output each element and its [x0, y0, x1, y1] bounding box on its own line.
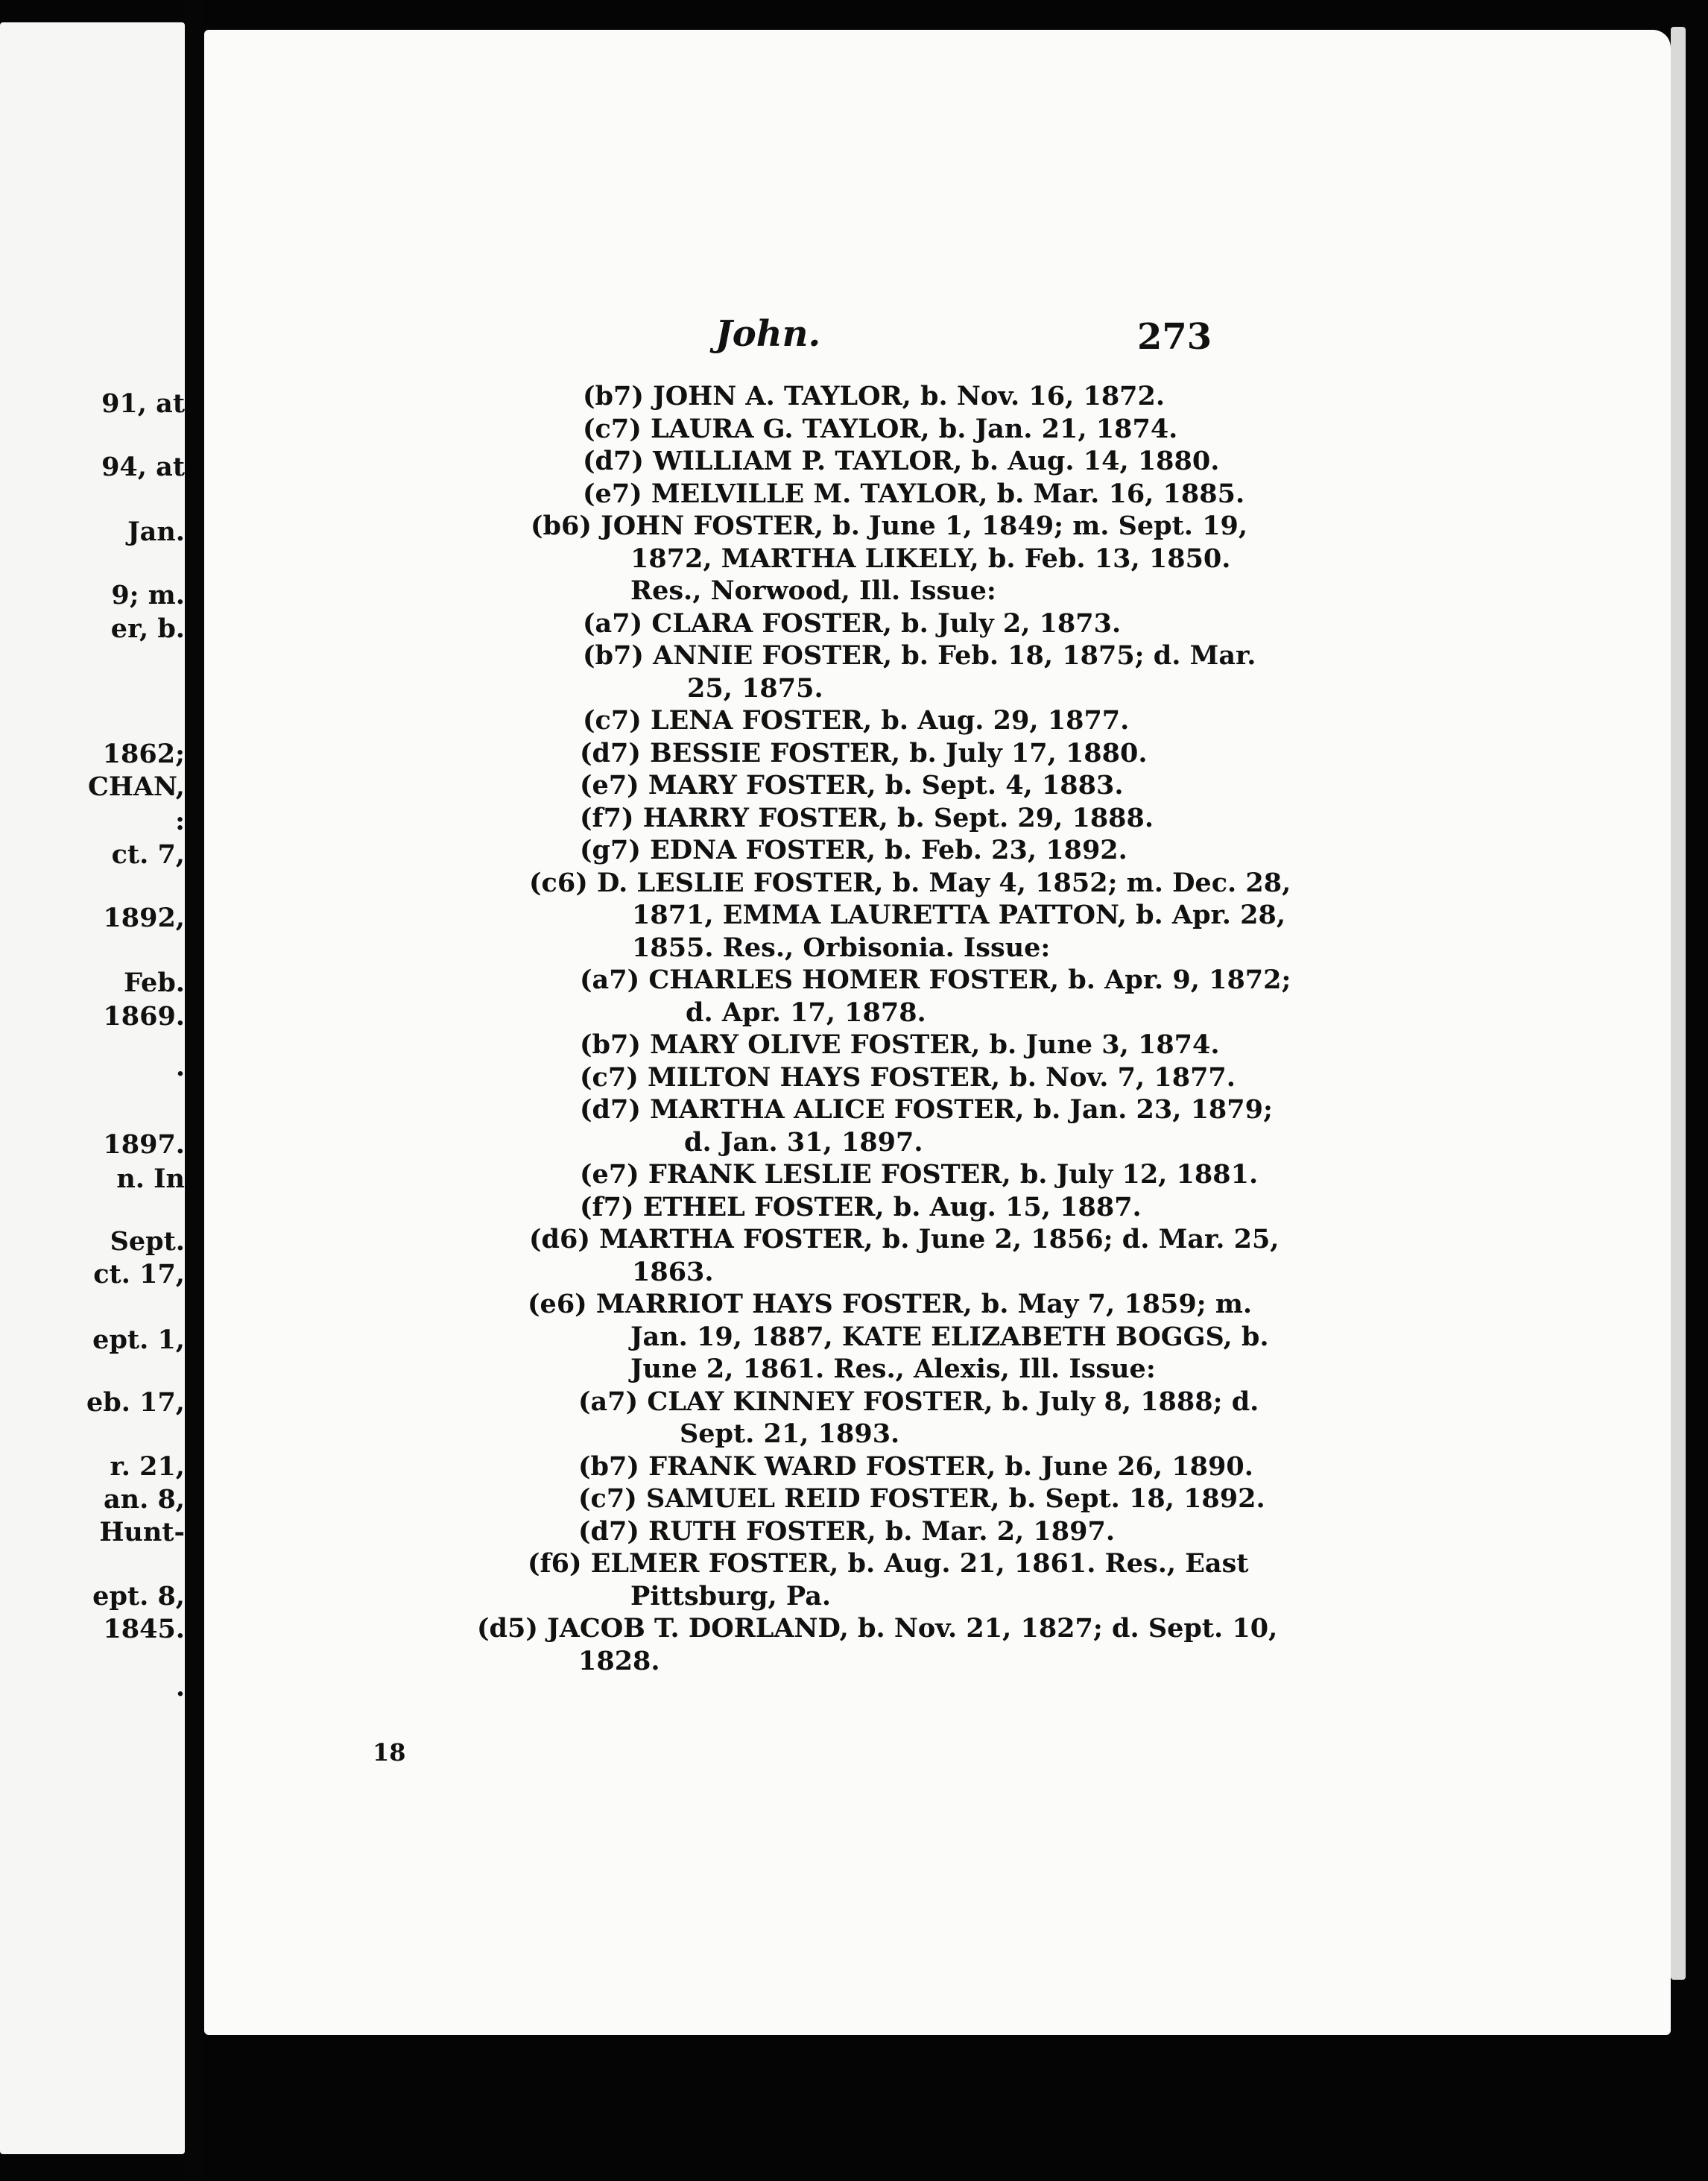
entry-line: (f6) ELMER FOSTER, b. Aug. 21, 1861. Res., East [528, 1548, 1249, 1579]
entry-line: (b7) JOHN A. TAYLOR, b. Nov. 16, 1872. [583, 381, 1165, 411]
entry-line: June 2, 1861. Res., Alexis, Ill. Issue: [630, 1354, 1156, 1384]
entry-line: 25, 1875. [687, 673, 823, 704]
left-fragment: 1897. [103, 1129, 185, 1160]
entry-line: Sept. 21, 1893. [680, 1418, 900, 1449]
left-fragment: Sept. [110, 1226, 185, 1257]
left-fragment: 9; m. [111, 580, 185, 610]
entry-line: (e7) FRANK LESLIE FOSTER, b. July 12, 1881. [580, 1159, 1259, 1190]
entry-line: (a7) CLAY KINNEY FOSTER, b. July 8, 1888; d. [578, 1386, 1259, 1417]
left-fragment: 1869. [103, 1001, 185, 1032]
entry-line: 1863. [632, 1257, 714, 1287]
left-fragment: ept. 8, [92, 1581, 185, 1612]
entry-line: d. Apr. 17, 1878. [686, 997, 926, 1028]
entry-line: Res., Norwood, Ill. Issue: [630, 575, 996, 606]
signature-mark: 18 [373, 1738, 406, 1767]
left-fragment: 1892, [103, 903, 185, 933]
entry-line: (c6) D. LESLIE FOSTER, b. May 4, 1852; m. Dec. 28, [529, 868, 1291, 898]
entry-line: (e7) MELVILLE M. TAYLOR, b. Mar. 16, 1885. [583, 479, 1245, 509]
entry-line: (d5) JACOB T. DORLAND, b. Nov. 21, 1827; d. Sept. 10, [477, 1613, 1278, 1644]
entry-line: 1871, EMMA LAURETTA PATTON, b. Apr. 28, [632, 900, 1286, 930]
entry-line: 1872, MARTHA LIKELY, b. Feb. 13, 1850. [630, 543, 1231, 574]
entry-line: (d7) MARTHA ALICE FOSTER, b. Jan. 23, 1879; [580, 1094, 1273, 1125]
left-fragment: n. In [116, 1164, 185, 1194]
entry-line: (c7) SAMUEL REID FOSTER, b. Sept. 18, 1892. [578, 1483, 1265, 1514]
entry-line: (b7) ANNIE FOSTER, b. Feb. 18, 1875; d. Mar. [583, 640, 1256, 671]
entry-line: (a7) CLARA FOSTER, b. July 2, 1873. [583, 608, 1122, 639]
left-fragment: ct. 7, [111, 839, 185, 870]
entry-line: (d7) BESSIE FOSTER, b. July 17, 1880. [580, 738, 1148, 768]
left-fragment: eb. 17, [86, 1387, 185, 1418]
page-number: 273 [1137, 316, 1212, 358]
left-fragment: r. 21, [110, 1451, 185, 1482]
left-fragment: ct. 17, [93, 1259, 185, 1290]
entry-line: (f7) HARRY FOSTER, b. Sept. 29, 1888. [580, 803, 1154, 833]
entry-line: (c7) MILTON HAYS FOSTER, b. Nov. 7, 1877. [580, 1062, 1236, 1093]
left-fragment: 91, at [101, 388, 185, 419]
left-fragment: ept. 1, [92, 1325, 185, 1355]
entry-line: Jan. 19, 1887, KATE ELIZABETH BOGGS, b. [630, 1322, 1269, 1352]
right-page [204, 30, 1671, 2035]
entry-line: (a7) CHARLES HOMER FOSTER, b. Apr. 9, 1872; [580, 965, 1291, 995]
left-fragment: 1845. [103, 1614, 185, 1644]
entry-line: (e6) MARRIOT HAYS FOSTER, b. May 7, 1859; m. [528, 1289, 1253, 1319]
left-fragment: Hunt- [99, 1517, 185, 1547]
left-fragment: 94, at [101, 452, 185, 482]
entry-line: d. Jan. 31, 1897. [684, 1127, 923, 1158]
left-fragment: . [175, 1672, 185, 1702]
left-fragment: . [175, 1052, 185, 1082]
left-fragment: an. 8, [103, 1484, 185, 1515]
entry-line: (c7) LAURA G. TAYLOR, b. Jan. 21, 1874. [583, 414, 1178, 444]
entry-line: Pittsburg, Pa. [630, 1581, 832, 1612]
entry-line: (d7) WILLIAM P. TAYLOR, b. Aug. 14, 1880. [583, 446, 1220, 476]
entry-line: (g7) EDNA FOSTER, b. Feb. 23, 1892. [580, 835, 1127, 865]
left-page [0, 22, 185, 2154]
entry-line: (b7) FRANK WARD FOSTER, b. June 26, 1890. [578, 1451, 1253, 1482]
left-fragment: 1862; [102, 739, 185, 769]
left-fragment: Feb. [124, 968, 185, 998]
entry-line: 1855. Res., Orbisonia. Issue: [632, 932, 1051, 963]
left-fragment: CHAN, [87, 771, 185, 802]
entry-line: 1828. [578, 1646, 660, 1676]
entry-line: (e7) MARY FOSTER, b. Sept. 4, 1883. [580, 770, 1124, 801]
entry-line: (c7) LENA FOSTER, b. Aug. 29, 1877. [583, 705, 1130, 736]
left-fragment: er, b. [110, 613, 185, 644]
entry-line: (f7) ETHEL FOSTER, b. Aug. 15, 1887. [580, 1192, 1142, 1222]
entry-line: (d6) MARTHA FOSTER, b. June 2, 1856; d. Mar. 25, [529, 1224, 1280, 1254]
entry-line: (b7) MARY OLIVE FOSTER, b. June 3, 1874. [580, 1029, 1220, 1060]
gutter [185, 0, 204, 2181]
left-fragment: Jan. [127, 517, 185, 547]
entry-line: (b6) JOHN FOSTER, b. June 1, 1849; m. Sept. 19, [531, 511, 1248, 541]
page-edge [1671, 27, 1686, 1980]
running-head-title: John. [715, 313, 821, 355]
entry-line: (d7) RUTH FOSTER, b. Mar. 2, 1897. [578, 1516, 1116, 1547]
left-fragment: : [175, 806, 185, 836]
